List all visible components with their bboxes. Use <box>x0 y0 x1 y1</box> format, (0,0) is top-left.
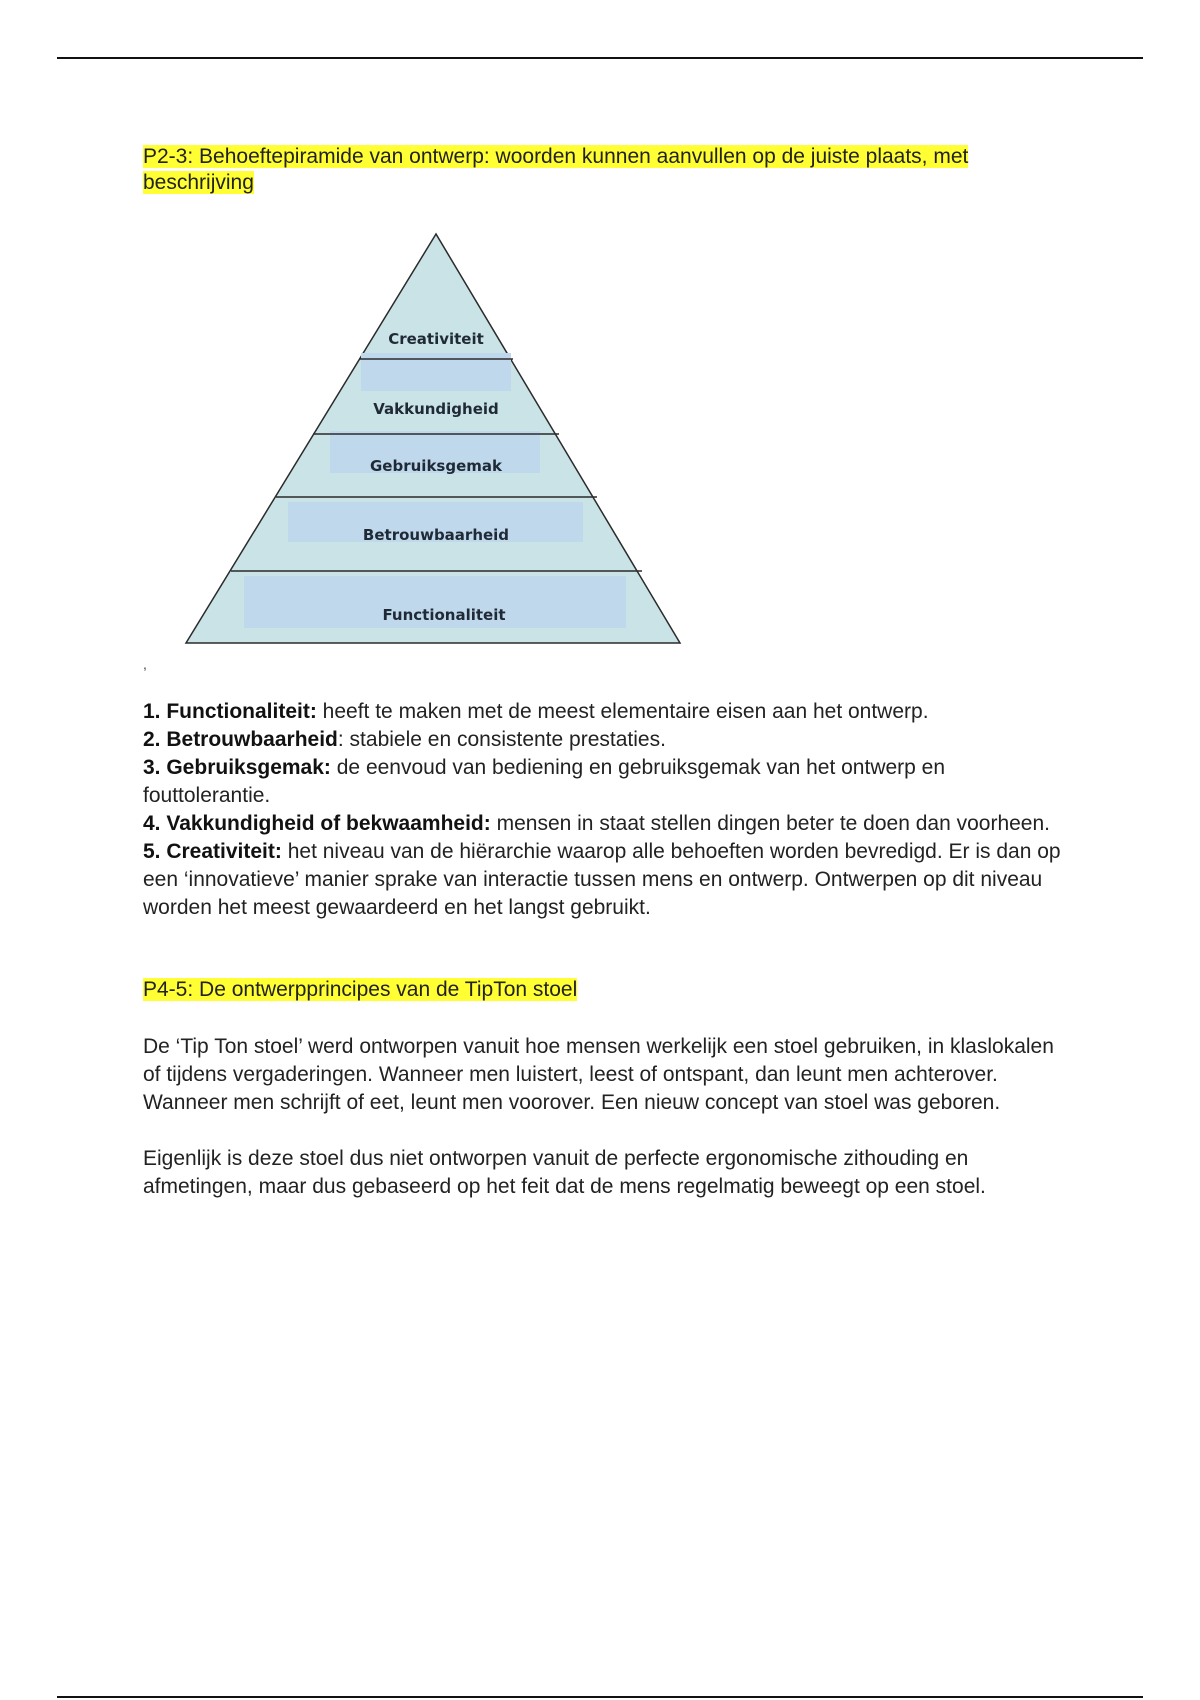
page-content <box>143 144 1063 1201</box>
pyramid-label-functionaliteit: Functionaliteit <box>382 606 506 624</box>
stray-comma: , <box>143 656 147 672</box>
list-item: 4. Vakkundigheid of bekwaamheid: mensen in staat stellen dingen beter te doen dan voorheen. <box>143 812 1050 835</box>
top-rule <box>57 57 1143 59</box>
pyramid-label-betrouwbaarheid: Betrouwbaarheid <box>362 526 510 544</box>
pyramid-label-vakkundigheid: Vakkundigheid <box>373 400 499 418</box>
bottom-rule <box>57 1696 1143 1698</box>
list-item: 5. Creativiteit: het niveau van de hiërarchie waarop alle behoeften worden bevredigd. Er is dan op een ‘innovatieve’ manier sprake van interactie tussen mens en ontwerp. Ontwerpen op dit niveau worden het meest gewaardeerd en het langst gebruikt. <box>143 840 1061 919</box>
list-item: 2. Betrouwbaarheid: stabiele en consistente prestaties. <box>143 728 666 751</box>
needs-description-list <box>143 698 1063 922</box>
needs-pyramid-figure <box>143 226 738 672</box>
pyramid-label-gebruiksgemak: Gebruiksgemak <box>370 457 502 475</box>
paragraph: De ‘Tip Ton stoel’ werd ontworpen vanuit hoe mensen werkelijk een stoel gebruiken, in klaslokalen of tijdens vergaderingen. Wanneer men luistert, leest of ontspant, dan leunt men achterover. Wanneer men schrijft of eet, leunt men voorover. Een nieuw concept van stoel was geboren. <box>143 1035 1054 1114</box>
paragraph: Eigenlijk is deze stoel dus niet ontworpen vanuit de perfecte ergonomische zithouding en afmetingen, maar dus gebaseerd op het feit dat de mens regelmatig beweegt op een stoel. <box>143 1147 986 1198</box>
needs-pyramid <box>178 226 698 646</box>
section1-heading: P2-3: Behoeftepiramide van ontwerp: woorden kunnen aanvullen op de juiste plaats, met beschrijving <box>143 145 969 194</box>
pyramid-label-creativiteit: Creativiteit <box>388 330 484 348</box>
section2-heading: P4-5: De ontwerpprincipes van de TipTon stoel <box>143 978 578 1001</box>
list-item: 3. Gebruiksgemak: de eenvoud van bediening en gebruiksgemak van het ontwerp en fouttolerantie. <box>143 756 946 807</box>
list-item: 1. Functionaliteit: heeft te maken met de meest elementaire eisen aan het ontwerp. <box>143 700 929 723</box>
tipton-section <box>143 977 1063 1201</box>
